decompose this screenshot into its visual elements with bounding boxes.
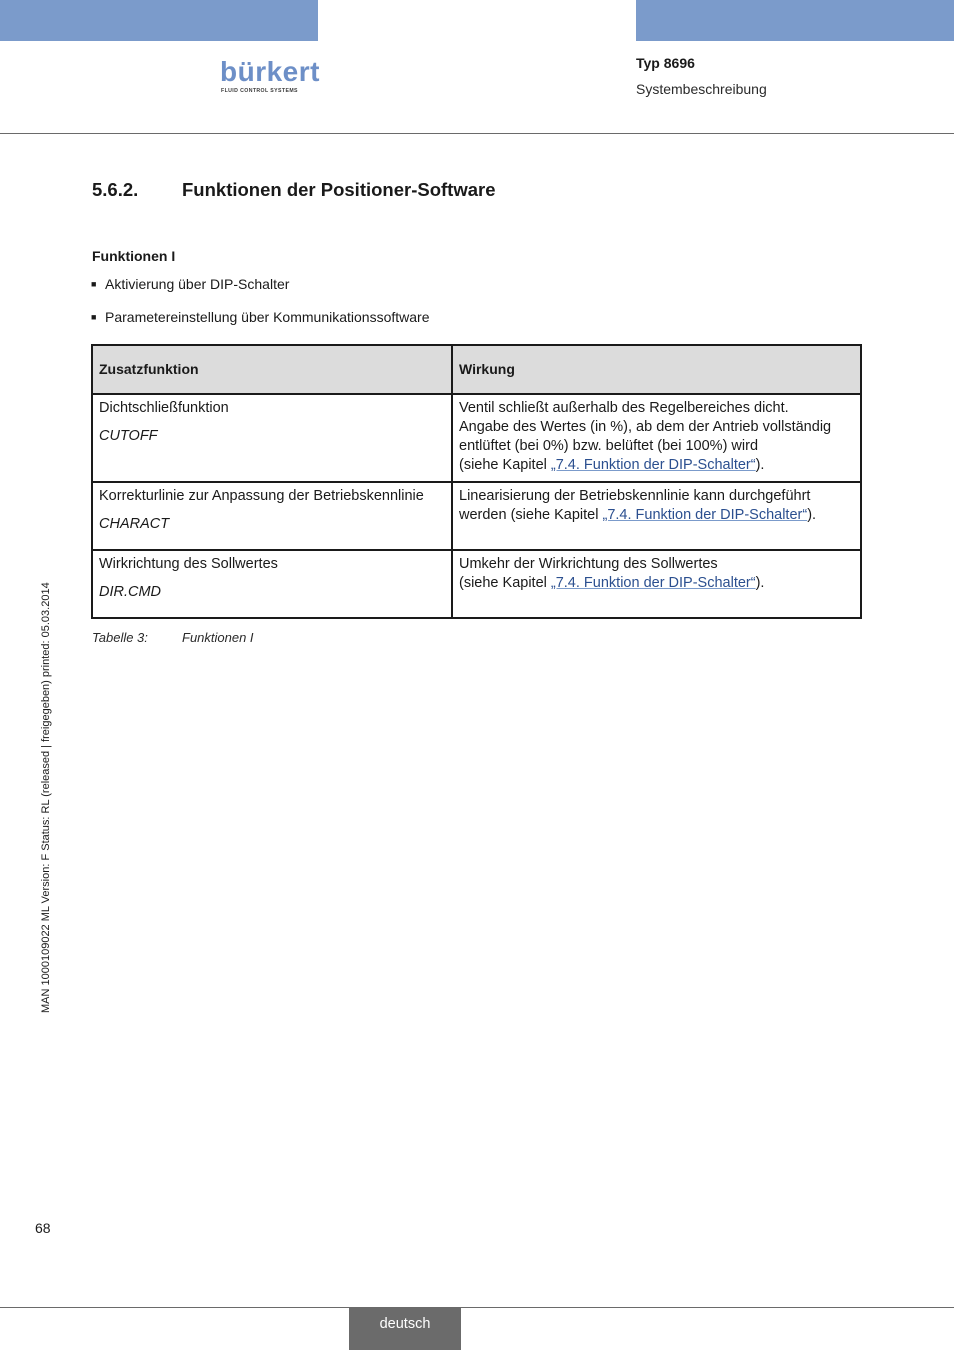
function-cell (92, 482, 452, 550)
effect-cell (452, 394, 861, 482)
effect-cell (452, 482, 861, 550)
page-number: 68 (35, 1220, 51, 1236)
bullet-item (91, 276, 289, 292)
footer-divider (0, 1307, 954, 1308)
function-name: Dichtschließfunktion (99, 400, 229, 416)
effect-line: Ventil schließt außerhalb des Regelbereiches dicht. (459, 400, 789, 416)
caption-text: Funktionen I (182, 630, 254, 645)
brand-wordmark: bürkert (220, 56, 320, 87)
chapter-link[interactable]: „7.4. Funktion der DIP-Schalter“ (550, 457, 756, 473)
chapter-link[interactable]: „7.4. Funktion der DIP-Schalter“ (602, 507, 808, 523)
table-caption (92, 630, 254, 645)
language-tab: deutsch (349, 1308, 461, 1350)
function-parameter: CUTOFF (99, 428, 158, 444)
effect-cell (452, 550, 861, 618)
chapter-link[interactable]: „7.4. Funktion der DIP-Schalter“ (550, 575, 756, 591)
reference-suffix: ). (807, 507, 817, 523)
brand-logo (220, 55, 320, 97)
table-row (92, 482, 861, 550)
header-divider (0, 133, 954, 134)
table-header-row (92, 345, 861, 394)
bullet-text: Aktivierung über DIP-Schalter (105, 276, 290, 292)
function-parameter: CHARACT (99, 516, 170, 532)
brand-tagline: FLUID CONTROL SYSTEMS (221, 88, 298, 94)
type-label: Typ 8696 (636, 55, 695, 71)
section-number: 5.6.2. (92, 179, 139, 200)
function-cell (92, 394, 452, 482)
bullet-icon: ■ (91, 312, 97, 322)
effect-line: entlüftet (bei 0%) bzw. belüftet (bei 100%) wird (459, 438, 759, 454)
doc-section-label: Systembeschreibung (636, 81, 767, 97)
reference-prefix: werden (siehe Kapitel (459, 507, 603, 523)
effect-line: Linearisierung der Betriebskennlinie kann durchgeführt (459, 488, 811, 504)
reference-prefix: (siehe Kapitel (459, 575, 551, 591)
reference-prefix: (siehe Kapitel (459, 457, 551, 473)
column-header-effect: Wirkung (452, 345, 861, 394)
reference-suffix: ). (755, 575, 765, 591)
effect-line: Umkehr der Wirkrichtung des Sollwertes (459, 556, 718, 572)
section-title: Funktionen der Positioner-Software (182, 179, 496, 200)
effect-reference (459, 506, 854, 525)
function-parameter: DIR.CMD (99, 584, 162, 600)
column-header-function: Zusatzfunktion (92, 345, 452, 394)
effect-reference (459, 574, 854, 593)
table-row (92, 550, 861, 618)
effect-reference (459, 456, 854, 475)
function-name: Wirkrichtung des Sollwertes (99, 556, 278, 572)
bullet-text: Parametereinstellung über Kommunikationssoftware (105, 309, 430, 325)
function-cell (92, 550, 452, 618)
functions-table (91, 344, 862, 619)
bullet-item (91, 309, 430, 325)
header-bar-right (636, 0, 954, 41)
function-name: Korrekturlinie zur Anpassung der Betriebskennlinie (99, 488, 424, 504)
effect-line: Angabe des Wertes (in %), ab dem der Antrieb vollständig (459, 419, 832, 435)
bullet-icon: ■ (91, 279, 97, 289)
document-meta-vertical: MAN 1000109022 ML Version: F Status: RL (released | freigegeben) printed: 05.03.2014 (40, 582, 52, 1013)
subsection-heading: Funktionen I (92, 248, 176, 264)
table-row (92, 394, 861, 482)
caption-label: Tabelle 3: (92, 630, 148, 645)
header-bar-left (0, 0, 318, 41)
reference-suffix: ). (755, 457, 765, 473)
